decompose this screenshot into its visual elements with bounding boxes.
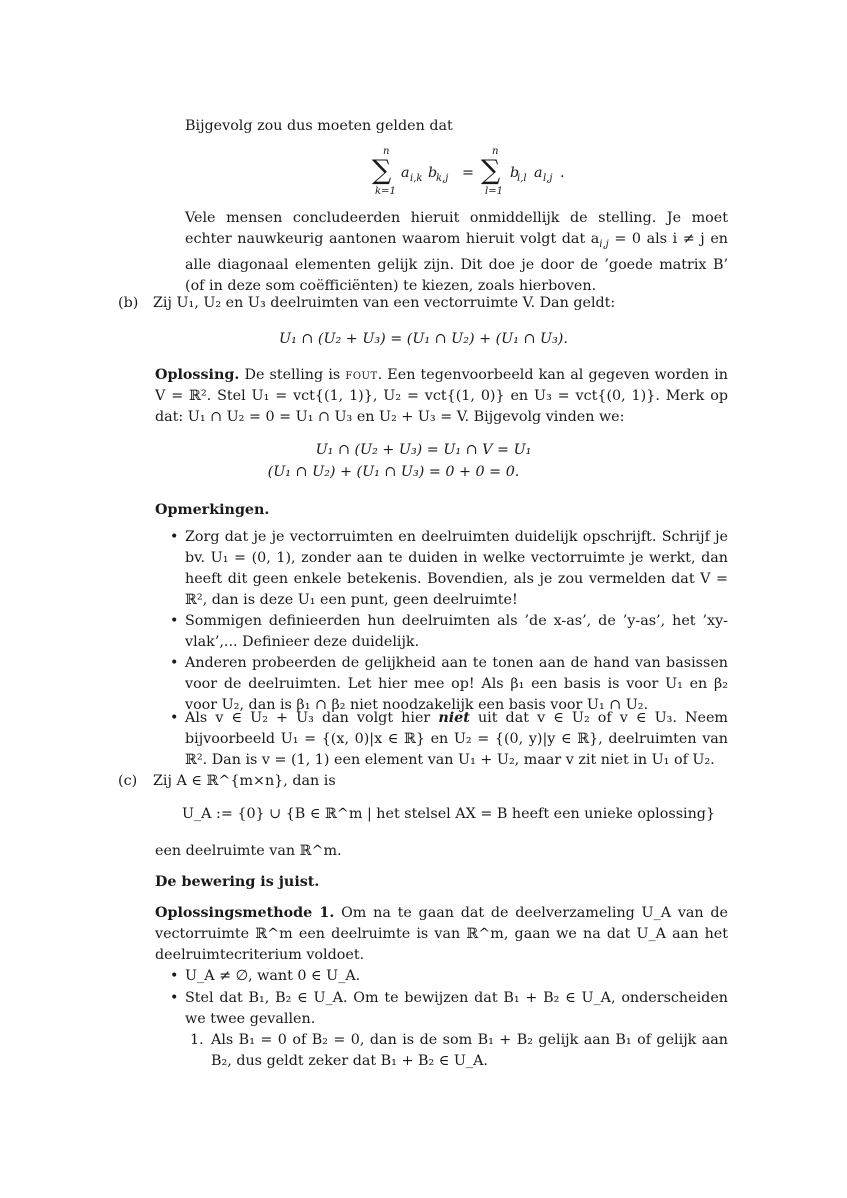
bullet-icon: • — [170, 968, 179, 984]
conclusion-text-b: = 0 als i ≠ j en alle diagonaal elementen gelijk zijn. Dit doe je door de ’goede matrix B’ (of in deze som coëfficiënten) te kiezen, zoals hierboven. — [185, 231, 728, 294]
part-c-claim: De bewering is juist. — [155, 874, 320, 890]
equation-period: . — [560, 165, 565, 181]
sum-upper-left: n — [383, 146, 390, 157]
bullet-icon: • — [170, 613, 179, 629]
case-number: 1. — [190, 1032, 204, 1048]
remark-4 — [185, 708, 728, 771]
sum-lower-right: l=1 — [485, 186, 503, 197]
conclusion-paragraph — [185, 208, 728, 297]
part-b-equation: U₁ ∩ (U₂ + U₃) = (U₁ ∩ U₂) + (U₁ ∩ U₃). — [279, 331, 568, 347]
remark-4-niet: niet — [438, 710, 470, 726]
sub-right-b: l,j — [543, 173, 553, 184]
solution-heading: Oplossing. — [155, 367, 240, 383]
part-b-equation-line2: (U₁ ∩ U₂) + (U₁ ∩ U₃) = 0 + 0 = 0. — [267, 464, 520, 480]
criterion-2: Stel dat B₁, B₂ ∈ U_A. Om te bewijzen dat B₁ + B₂ ∈ U_A, onderscheiden we twee gevallen. — [185, 990, 728, 1027]
sigma-right-icon: ∑ — [481, 155, 501, 186]
sub-left-b: k,j — [436, 173, 449, 184]
remark-4-text-b: uit dat v ∈ U₂ of v ∈ U₃. Neem bijvoorbeeld U₁ = {(x, 0)|x ∈ ℝ} en U₂ = {(0, y)|y ∈ ℝ}, deelruimten van ℝ². Dan is v = (1, 1) een element van U₁ + U₂, maar v zit niet in U₁ of U₂. — [185, 710, 728, 768]
bullet-icon: • — [170, 655, 179, 671]
sub-left-a: i,k — [410, 173, 423, 184]
remark-3: Anderen probeerden de gelijkheid aan te tonen aan de hand van basissen voor de deelruimten. Let hier mee op! Als β₁ een basis is voor U₁ en β₂ voor U₂, dan is β₁ ∩ β₂ niet noodzakelijk een basis voor U₁ ∩ U₂. — [185, 655, 728, 713]
term-right-b: a — [534, 165, 543, 181]
case-1: Als B₁ = 0 of B₂ = 0, dan is de som B₁ + B₂ gelijk aan B₁ of gelijk aan B₂, dus geldt zeker dat B₁ + B₂ ∈ U_A. — [211, 1032, 728, 1069]
sigma-left-icon: ∑ — [372, 155, 392, 186]
sub-right-a: i,l — [517, 173, 527, 184]
part-b-label: (b) — [118, 295, 139, 311]
term-left-b: b — [428, 165, 438, 181]
part-b-equation-line1: U₁ ∩ (U₂ + U₃) = U₁ ∩ V = U₁ — [315, 442, 532, 458]
part-b-statement: Zij U₁, U₂ en U₃ deelruimten van een vectorruimte V. Dan geldt: — [153, 295, 616, 311]
solution-text-2: . Een tegenvoorbeeld kan al gegeven worden in V = ℝ². Stel U₁ = vct{(1, 1)}, U₂ = vct{(1, 0)} en U₃ = vct{(0, 1)}. Merk op dat: U₁ ∩ U₂ = 0 = U₁ ∩ U₃ en U₂ + U₃ = V. Bijgevolg vinden we: — [155, 367, 728, 425]
remark-2: Sommigen definieerden hun deelruimten als ’de x-as’, de ’y-as’, het ’xy-vlak’,... Definieer deze duidelijk. — [185, 613, 728, 650]
sum-upper-right: n — [492, 146, 499, 157]
bullet-icon: • — [170, 990, 179, 1006]
sum-lower-left: k=1 — [375, 186, 396, 197]
part-b-solution — [155, 365, 728, 428]
equals-sign: = — [462, 165, 474, 181]
bullet-icon: • — [170, 710, 179, 726]
remarks-heading: Opmerkingen. — [155, 502, 270, 518]
intro-line: Bijgevolg zou dus moeten gelden dat — [185, 118, 453, 134]
remark-1: Zorg dat je je vectorruimten en deelruimten duidelijk opschrijft. Schrijf je bv. U₁ = (0, 1), zonder aan te duiden in welke vectorruimte je werkt, dan heeft dit geen enkele betekenis. Bovendien, als je zou vermelden dat V = ℝ², dan is deze U₁ een punt, geen deelruimte! — [185, 529, 728, 608]
part-c-method — [155, 903, 728, 966]
part-c-equation: U_A := {0} ∪ {B ∈ ℝ^m | het stelsel AX = B heeft een unieke oplossing} — [181, 806, 716, 822]
method-heading: Oplossingsmethode 1. — [155, 905, 335, 921]
term-left-a: a — [401, 165, 410, 181]
remark-4-text-a: Als v ∈ U₂ + U₃ dan volgt hier — [185, 710, 439, 726]
bullet-icon: • — [170, 529, 179, 545]
method-text: Om na te gaan dat de deelverzameling U_A van de vectorruimte ℝ^m een deelruimte is van ℝ^m, gaan we na dat U_A aan het deelruimtecriterium voldoet. — [155, 905, 728, 963]
criterion-1: U_A ≠ ∅, want 0 ∈ U_A. — [185, 968, 361, 984]
solution-text-1: De stelling is — [239, 367, 346, 383]
conclusion-subscript: i,j — [599, 238, 609, 250]
part-c-statement: Zij A ∈ ℝ^{m×n}, dan is — [153, 773, 336, 789]
part-c-after: een deelruimte van ℝ^m. — [155, 843, 342, 859]
term-right-a: b — [510, 165, 520, 181]
part-c-label: (c) — [118, 773, 138, 789]
solution-fout: fout — [345, 367, 378, 383]
conclusion-text-a: Vele mensen concludeerden hieruit onmiddellijk de stelling. Je moet echter nauwkeurig aantonen waarom hieruit volgt dat a — [185, 210, 728, 247]
